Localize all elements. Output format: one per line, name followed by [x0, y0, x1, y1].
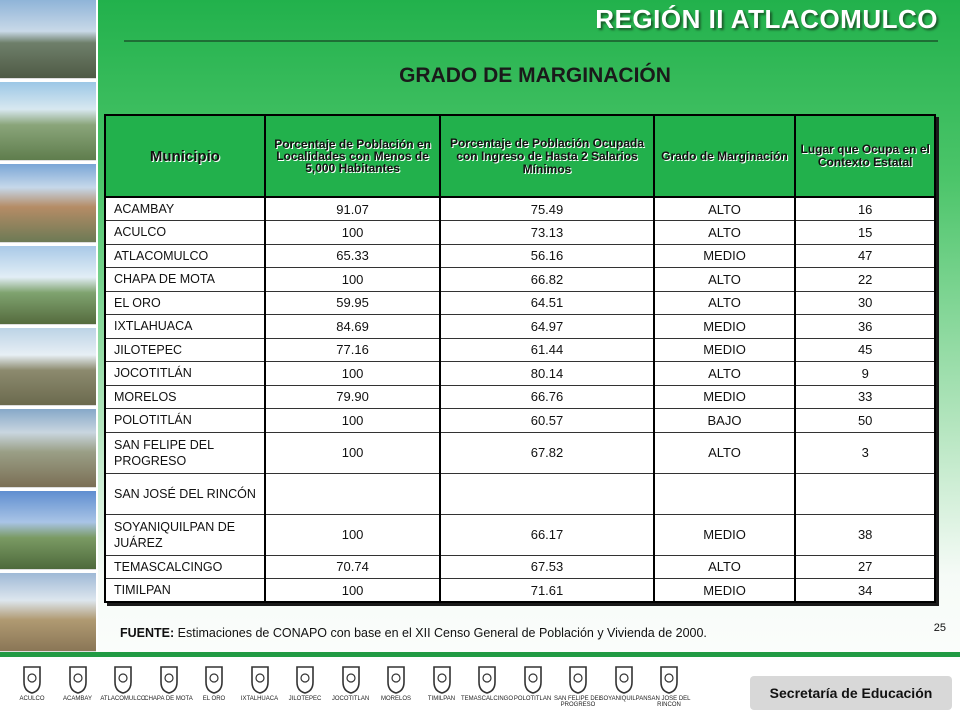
cell-poblacion-localidades: 100 — [265, 362, 441, 386]
seal-label: TIMILPAN — [427, 696, 456, 702]
department-label: Secretaría de Educación — [750, 676, 952, 710]
cell-poblacion-localidades: 100 — [265, 514, 441, 555]
cell-grado: MEDIO — [654, 315, 796, 339]
cell-grado: ALTO — [654, 221, 796, 245]
church-photo — [0, 164, 96, 243]
table-row — [105, 291, 935, 315]
cell-poblacion-ingreso: 80.14 — [440, 362, 653, 386]
cell-lugar: 33 — [795, 385, 935, 409]
cell-municipio: JILOTEPEC — [105, 338, 265, 362]
cell-poblacion-localidades: 100 — [265, 268, 441, 292]
column-header-lugar: Lugar que Ocupa en el Contexto Estatal — [795, 115, 935, 197]
cell-poblacion-localidades: 84.69 — [265, 315, 441, 339]
cell-poblacion-localidades: 91.07 — [265, 197, 441, 221]
park-photo — [0, 246, 96, 325]
cell-municipio: EL ORO — [105, 291, 265, 315]
seal-icon — [202, 664, 226, 694]
table-row — [105, 579, 935, 603]
seal-icon — [521, 664, 545, 694]
marginacion-table — [104, 114, 936, 603]
tower-photo — [0, 491, 96, 570]
cell-poblacion-localidades: 100 — [265, 432, 441, 473]
municipal-seal — [370, 664, 422, 702]
cell-poblacion-ingreso: 67.53 — [440, 555, 653, 579]
cell-poblacion-localidades: 100 — [265, 221, 441, 245]
cell-poblacion-ingreso: 66.76 — [440, 385, 653, 409]
seal-label: EL ORO — [202, 696, 226, 702]
table-row — [105, 244, 935, 268]
cell-municipio: POLOTITLÁN — [105, 409, 265, 433]
seal-label: CHAPA DE MOTA — [144, 696, 193, 702]
seal-icon — [111, 664, 135, 694]
municipal-seal — [643, 664, 695, 708]
cell-grado — [654, 473, 796, 514]
seal-label: POLOTITLAN — [513, 696, 552, 702]
seal-label: JILOTEPEC — [288, 696, 322, 702]
table-row — [105, 385, 935, 409]
column-header-poblacion-localidades: Porcentaje de Población en Localidades con Menos de 5,000 Habitantes — [265, 115, 441, 197]
table-row — [105, 362, 935, 386]
cell-poblacion-localidades: 70.74 — [265, 555, 441, 579]
column-header-poblacion-ingreso: Porcentaje de Población Ocupada con Ingreso de Hasta 2 Salarios Mínimos — [440, 115, 653, 197]
seal-label: JOCOTITLAN — [331, 696, 370, 702]
cell-municipio: SAN JOSÉ DEL RINCÓN — [105, 473, 265, 514]
municipal-seal — [143, 664, 195, 702]
cell-lugar: 36 — [795, 315, 935, 339]
cell-grado: MEDIO — [654, 385, 796, 409]
cell-municipio: MORELOS — [105, 385, 265, 409]
cell-poblacion-ingreso: 73.13 — [440, 221, 653, 245]
municipal-seal — [325, 664, 377, 702]
seal-icon — [566, 664, 590, 694]
cell-municipio: ACAMBAY — [105, 197, 265, 221]
seal-icon — [20, 664, 44, 694]
seal-icon — [248, 664, 272, 694]
table-row — [105, 197, 935, 221]
cell-grado: MEDIO — [654, 514, 796, 555]
monument-photo — [0, 328, 96, 407]
cell-poblacion-ingreso: 56.16 — [440, 244, 653, 268]
cell-lugar: 47 — [795, 244, 935, 268]
seal-label: SOYANIQUILPAN — [599, 696, 648, 702]
table-row — [105, 338, 935, 362]
municipal-seal — [552, 664, 604, 708]
seal-icon — [66, 664, 90, 694]
cell-poblacion-localidades: 65.33 — [265, 244, 441, 268]
column-header-municipio: Municipio — [105, 115, 265, 197]
cell-municipio: TIMILPAN — [105, 579, 265, 603]
table-row — [105, 315, 935, 339]
seal-icon — [157, 664, 181, 694]
page-number: 25 — [933, 622, 946, 634]
seal-icon — [657, 664, 681, 694]
cell-poblacion-ingreso — [440, 473, 653, 514]
cell-lugar: 15 — [795, 221, 935, 245]
title-divider — [124, 40, 938, 42]
arch-photo — [0, 82, 96, 161]
cell-poblacion-ingreso: 67.82 — [440, 432, 653, 473]
cell-poblacion-ingreso: 64.97 — [440, 315, 653, 339]
cell-lugar: 9 — [795, 362, 935, 386]
cell-poblacion-ingreso: 71.61 — [440, 579, 653, 603]
cell-grado: ALTO — [654, 197, 796, 221]
seal-label: ATLACOMULCO — [100, 696, 146, 702]
cell-poblacion-ingreso: 64.51 — [440, 291, 653, 315]
municipal-seal — [52, 664, 104, 702]
seal-label: TEMASCALCINGO — [461, 696, 514, 702]
seal-icon — [384, 664, 408, 694]
cell-municipio: TEMASCALCINGO — [105, 555, 265, 579]
table-row — [105, 555, 935, 579]
cell-lugar: 30 — [795, 291, 935, 315]
cell-grado: ALTO — [654, 555, 796, 579]
seal-icon — [430, 664, 454, 694]
page-title: GRADO DE MARGINACIÓN — [399, 64, 671, 87]
cell-grado: ALTO — [654, 432, 796, 473]
source-text: Estimaciones de CONAPO con base en el XII Censo General de Población y Vivienda de 2000. — [174, 626, 707, 640]
table-header-row — [105, 115, 935, 197]
table-row — [105, 473, 935, 514]
cell-grado: BAJO — [654, 409, 796, 433]
cell-poblacion-localidades — [265, 473, 441, 514]
source-label: FUENTE: — [120, 626, 175, 640]
municipal-seal — [6, 664, 58, 702]
cell-lugar: 34 — [795, 579, 935, 603]
source-note — [120, 626, 707, 640]
cell-poblacion-ingreso: 66.82 — [440, 268, 653, 292]
cell-poblacion-localidades: 100 — [265, 409, 441, 433]
cell-poblacion-localidades: 79.90 — [265, 385, 441, 409]
municipal-seal — [234, 664, 286, 702]
municipal-seal — [97, 664, 149, 702]
cell-municipio: JOCOTITLÁN — [105, 362, 265, 386]
table-row — [105, 432, 935, 473]
seal-icon — [475, 664, 499, 694]
seal-icon — [339, 664, 363, 694]
municipal-seal — [416, 664, 468, 702]
municipal-seal — [279, 664, 331, 702]
cell-poblacion-ingreso: 66.17 — [440, 514, 653, 555]
seal-label: MORELOS — [380, 696, 411, 702]
cell-municipio: ATLACOMULCO — [105, 244, 265, 268]
cell-grado: ALTO — [654, 268, 796, 292]
cell-municipio: CHAPA DE MOTA — [105, 268, 265, 292]
seal-label: SAN JOSE DEL RINCON — [647, 696, 691, 708]
table-row — [105, 268, 935, 292]
cell-municipio: SOYANIQUILPAN DE JUÁREZ — [105, 514, 265, 555]
cell-lugar: 16 — [795, 197, 935, 221]
cell-poblacion-ingreso: 75.49 — [440, 197, 653, 221]
column-header-grado: Grado de Marginación — [654, 115, 796, 197]
table-body — [105, 197, 935, 602]
cell-lugar: 45 — [795, 338, 935, 362]
municipal-seal — [461, 664, 513, 702]
photo-strip — [0, 0, 98, 652]
cell-poblacion-localidades: 100 — [265, 579, 441, 603]
seal-label: IXTALHUACA — [240, 696, 279, 702]
region-title: REGIÓN II ATLACOMULCO — [595, 4, 938, 34]
cell-grado: MEDIO — [654, 244, 796, 268]
town-photo — [0, 409, 96, 488]
hills-photo — [0, 573, 96, 652]
table-row — [105, 221, 935, 245]
municipal-seal — [188, 664, 240, 702]
seal-label: ACULCO — [19, 696, 45, 702]
cell-poblacion-ingreso: 61.44 — [440, 338, 653, 362]
seal-icon — [293, 664, 317, 694]
cell-poblacion-ingreso: 60.57 — [440, 409, 653, 433]
cell-grado: ALTO — [654, 362, 796, 386]
cell-lugar: 50 — [795, 409, 935, 433]
cell-municipio: SAN FELIPE DEL PROGRESO — [105, 432, 265, 473]
cell-lugar: 3 — [795, 432, 935, 473]
cell-municipio: IXTLAHUACA — [105, 315, 265, 339]
municipal-seal — [507, 664, 559, 702]
footer-bar — [0, 652, 960, 657]
cell-grado: MEDIO — [654, 579, 796, 603]
cell-lugar: 27 — [795, 555, 935, 579]
table-row — [105, 514, 935, 555]
municipal-seal — [598, 664, 650, 702]
cell-lugar: 22 — [795, 268, 935, 292]
seal-icon — [612, 664, 636, 694]
cell-poblacion-localidades: 59.95 — [265, 291, 441, 315]
cell-poblacion-localidades: 77.16 — [265, 338, 441, 362]
cell-grado: ALTO — [654, 291, 796, 315]
table-row — [105, 409, 935, 433]
cell-grado: MEDIO — [654, 338, 796, 362]
seal-label: ACAMBAY — [63, 696, 92, 702]
cell-municipio: ACULCO — [105, 221, 265, 245]
cell-lugar: 38 — [795, 514, 935, 555]
cell-lugar — [795, 473, 935, 514]
seal-label: SAN FELIPE DEL PROGRESO — [553, 696, 603, 708]
